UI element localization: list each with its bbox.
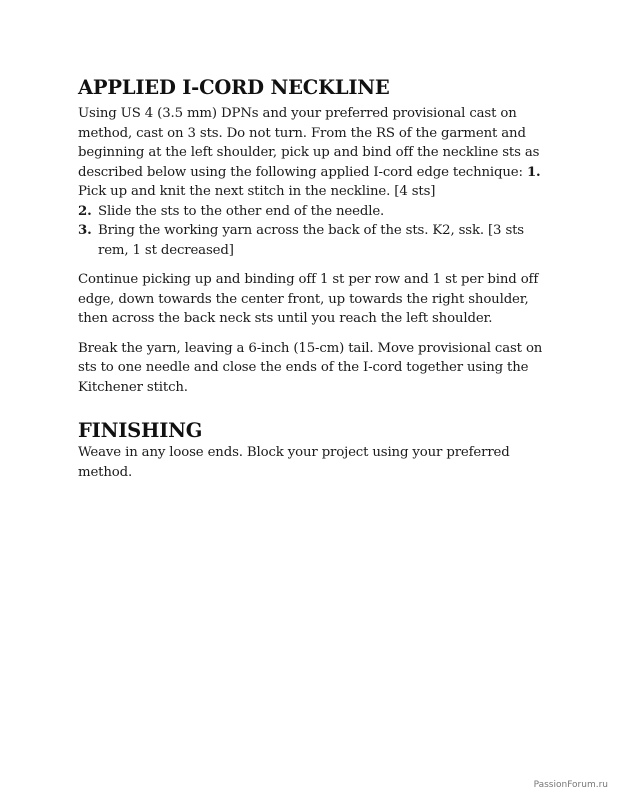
step-2-text: Slide the sts to the other end of the needle. <box>98 203 385 219</box>
break-yarn-paragraph: Break the yarn, leaving a 6-inch (15-cm) tail. Move provisional cast on sts to one needle and close the ends of the I-cord together using the Kitchener stitch. <box>78 340 543 395</box>
section-heading-applied-icord: APPLIED I-CORD NECKLINE <box>78 76 390 99</box>
step-3 <box>78 221 548 260</box>
page-content <box>78 76 548 482</box>
finishing-section <box>78 419 548 482</box>
step-2-number: 2. <box>78 203 92 219</box>
continue-paragraph: Continue picking up and binding off 1 st per row and 1 st per bind off edge, down towards the center front, up towards the right shoulder, then across the back neck sts until you reach the left shoulder. <box>78 272 539 326</box>
step-1-text: Pick up and knit the next stitch in the neckline. [4 sts] <box>78 184 436 199</box>
step-3-text: Bring the working yarn across the back of the sts. K2, ssk. [3 sts rem, 1 st decreased] <box>98 223 524 258</box>
intro-text: Using US 4 (3.5 mm) DPNs and your preferred provisional cast on method, cast on 3 sts. Do not turn. From the RS of the garment and beginning at the left shoulder, pick up and bind off the neckline sts as described below using the following applied I-cord edge technique: <box>78 106 540 180</box>
intro-paragraph <box>78 104 548 202</box>
section-heading-finishing: FINISHING <box>78 419 203 442</box>
step-2 <box>78 202 548 222</box>
finishing-paragraph: Weave in any loose ends. Block your project using your preferred method. <box>78 445 510 480</box>
watermark: PassionForum.ru <box>533 780 608 790</box>
step-3-number: 3. <box>78 223 92 238</box>
step-1-number: 1. <box>526 164 541 180</box>
